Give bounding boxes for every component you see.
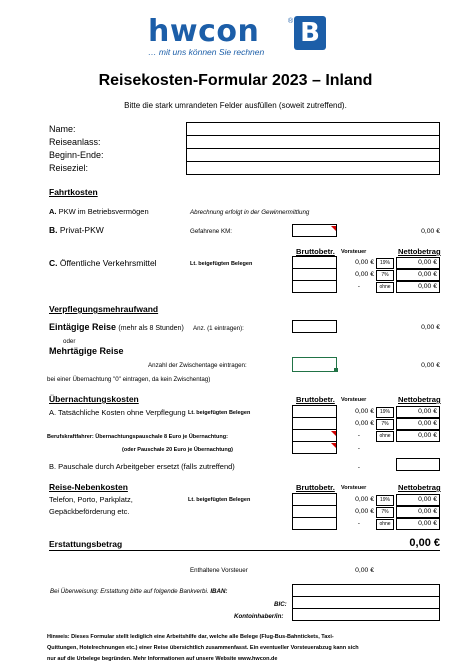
ueb-pauschale-input[interactable] <box>396 458 440 471</box>
fahrt-net-19: 0,00 € <box>396 257 440 269</box>
neben-belege: Lt. beigefügten Belegen <box>188 497 251 503</box>
ueb-col-vorsteuer: Vorsteuer <box>341 397 367 403</box>
comment-marker-icon <box>331 431 336 436</box>
logo-mark-icon: B <box>294 16 326 50</box>
bank-note: Bei Überweisung: Erstattung bitte auf folgende Bankverbi. IBAN: <box>50 588 228 595</box>
beginn-field[interactable] <box>186 148 440 162</box>
inhaber-label: Kontoinhaber/in: <box>234 613 284 620</box>
neben-heading: Reise-Nebenkosten <box>49 482 128 492</box>
anz-label: Anz. (1 eintragen): <box>193 325 244 332</box>
neben-vs-7: 0,00 € <box>355 508 374 515</box>
zwischen-value: 0,00 € <box>421 362 440 369</box>
fahrt-a-label: A. PKW im Betriebsvermögen <box>49 207 149 216</box>
anlass-label: Reiseanlass: <box>49 137 101 147</box>
oder-label: oder <box>63 338 76 345</box>
neben-net-7: 0,00 € <box>396 506 440 518</box>
fahrt-vs-7: 0,00 € <box>355 271 374 278</box>
fahrt-net-ohne: 0,00 € <box>396 281 440 293</box>
mehrtaegig-label: Mehrtägige Reise <box>49 346 124 356</box>
neben-line2: Gepäckbeförderung etc. <box>49 507 130 516</box>
neben-col-netto: Nettobetrag <box>398 483 441 492</box>
fahrt-pct-19: 19% <box>376 258 394 269</box>
zwischentage-input[interactable] <box>292 357 337 372</box>
neben-col-brutto: Bruttobetr. <box>296 483 335 492</box>
ueb-vs-ohne: - <box>357 432 360 439</box>
fahrt-vs-19: 0,00 € <box>355 259 374 266</box>
inhaber-field[interactable] <box>292 608 440 621</box>
neben-pct-19: 19% <box>376 495 394 506</box>
eintaegig-input[interactable] <box>292 320 337 333</box>
ueb-col-brutto: Bruttobetr. <box>296 395 335 404</box>
neben-line1: Telefon, Porto, Parkplatz, <box>49 495 133 504</box>
ueb-b-dash: - <box>357 464 360 471</box>
logo-registered: ® <box>288 18 294 25</box>
uebernachtung-heading: Übernachtungskosten <box>49 394 139 404</box>
fahrt-col-brutto: Bruttobetr. <box>296 247 335 256</box>
fahrt-col-vorsteuer: Vorsteuer <box>341 249 367 255</box>
beginn-label: Beginn-Ende: <box>49 150 104 160</box>
hinweis-line3: nur auf die Urbelege begründen. Mehr Informationen auf unsere Website www.hwcon.de <box>47 656 278 662</box>
eintaegig-value: 0,00 € <box>421 324 440 331</box>
fahrt-pct-ohne: ohne <box>376 282 394 293</box>
fahrt-a-note: Abrechnung erfolgt in der Gewinnermittlung <box>190 209 310 216</box>
name-field[interactable] <box>186 122 440 136</box>
ueb-lkw2: (oder Pauschale 20 Euro je Übernachtung) <box>122 447 233 453</box>
page-subtitle: Bitte die stark umrandeten Felder ausfüllen (soweit zutreffend). <box>124 101 347 110</box>
fahrt-c-belege: Lt. beigefügten Belegen <box>190 261 253 267</box>
neben-pct-7: 7% <box>376 507 394 518</box>
fahrt-net-7: 0,00 € <box>396 269 440 281</box>
ziel-label: Reiseziel: <box>49 163 89 173</box>
neben-brutto-ohne[interactable] <box>292 517 337 530</box>
ueb-net-7: 0,00 € <box>396 418 440 430</box>
ueb-col-netto: Nettobetrag <box>398 395 441 404</box>
ueb-pct-ohne: ohne <box>376 431 394 442</box>
ueb-vs-7: 0,00 € <box>355 420 374 427</box>
neben-pct-ohne: ohne <box>376 519 394 530</box>
vorsteuer-value: 0,00 € <box>355 567 374 574</box>
ueb-lkw1: Berufskraftfahrer: Übernachtungspauschale 8 Euro je Übernachtung: <box>47 434 228 440</box>
ueb-net-ohne: 0,00 € <box>396 430 440 442</box>
ueb-net-19: 0,00 € <box>396 406 440 418</box>
neben-vs-19: 0,00 € <box>355 496 374 503</box>
page-title: Reisekosten-Formular 2023 – Inland <box>98 72 373 89</box>
fahrt-col-netto: Nettobetrag <box>398 247 441 256</box>
fahrt-c-label: C. Öffentliche Verkehrsmittel <box>49 258 157 268</box>
fahrt-pct-7: 7% <box>376 270 394 281</box>
hinweis-line2: Quittungen, Hotelrechnungen etc.) einer Reise übersichtlich zusammenfasst. Ein eventueller Vorsteuerabzug kann sich <box>47 645 359 651</box>
zwischen-note: bei einer Übernachtung "0" eintragen, da kein Zwischentag) <box>47 376 211 383</box>
cell-handle-icon <box>334 368 338 372</box>
name-label: Name: <box>49 124 76 134</box>
logo-wordmark: hwcon <box>148 14 260 49</box>
fahrt-heading: Fahrtkosten <box>49 187 98 197</box>
fahrt-vs-ohne: - <box>357 283 360 290</box>
verpflegung-heading: Verpflegungsmehraufwand <box>49 304 159 314</box>
neben-col-vorsteuer: Vorsteuer <box>341 485 367 491</box>
comment-marker-icon <box>331 226 336 231</box>
ueb-vs-19: 0,00 € <box>355 408 374 415</box>
logo <box>148 14 328 58</box>
ziel-field[interactable] <box>186 161 440 175</box>
logo-tagline: … mit uns können Sie rechnen <box>148 47 265 57</box>
bic-label: BIC: <box>274 601 287 608</box>
ueb-a-label: A. Tatsächliche Kosten ohne Verpflegung <box>49 408 186 417</box>
ueb-pct-7: 7% <box>376 419 394 430</box>
neben-net-ohne: 0,00 € <box>396 518 440 530</box>
erstattung-value: 0,00 € <box>409 537 440 549</box>
fahrt-b-label: B. Privat-PKW <box>49 225 104 235</box>
eintaegig-label: Eintägige Reise (mehr als 8 Stunden) <box>49 322 184 332</box>
zwischen-label: Anzahl der Zwischentage eintragen: <box>148 362 247 369</box>
anlass-field[interactable] <box>186 135 440 149</box>
erstattung-label: Erstattungsbetrag <box>49 539 123 549</box>
ueb-pct-19: 19% <box>376 407 394 418</box>
erstattung-rule <box>49 550 440 551</box>
ueb-vs-extra: - <box>357 445 360 452</box>
fahrt-b-km-label: Gefahrene KM: <box>190 228 232 235</box>
ueb-b-label: B. Pauschale durch Arbeitgeber ersetzt (falls zutreffend) <box>49 462 235 471</box>
fahrt-b-value: 0,00 € <box>421 228 440 235</box>
ueb-a-belege: Lt. beigefügten Belegen <box>188 410 251 416</box>
fahrt-brutto-ohne[interactable] <box>292 280 337 293</box>
hinweis-line1: Hinweis: Dieses Formular stellt lediglich eine Arbeitshilfe dar, welche alle Belege (Flug-Bus-Bahntickets, Taxi- <box>47 634 334 640</box>
neben-net-19: 0,00 € <box>396 494 440 506</box>
vorsteuer-label: Enthaltene Vorsteuer <box>190 567 248 574</box>
neben-vs-ohne: - <box>357 520 360 527</box>
comment-marker-icon <box>331 443 336 448</box>
